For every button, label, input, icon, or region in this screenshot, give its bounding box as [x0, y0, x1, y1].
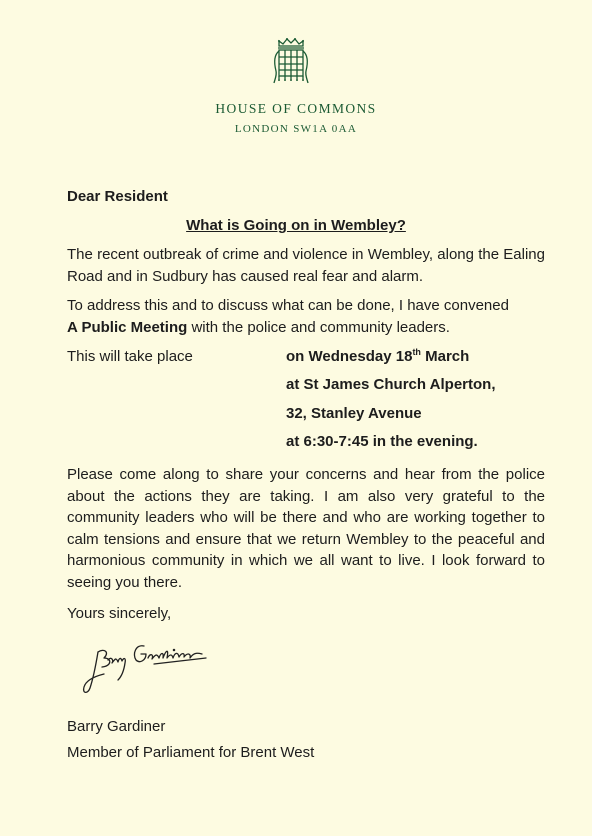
salutation: Dear Resident: [67, 188, 168, 205]
meeting-venue: at St James Church Alperton,: [286, 376, 496, 393]
meeting-date-ordinal: th: [412, 347, 421, 357]
paragraph-text: To address this and to discuss what can be done, I have convened: [67, 297, 509, 314]
meeting-date-day: on Wednesday 18: [286, 348, 413, 365]
paragraph-crime-outbreak: The recent outbreak of crime and violence in Wembley, along the Ealing Road and in Sudbury has caused real fear and alarm.: [67, 246, 545, 285]
meeting-date-month: March: [425, 348, 470, 365]
signer-name: Barry Gardiner: [67, 718, 166, 735]
signer-title: Member of Parliament for Brent West: [67, 744, 315, 761]
paragraph-public-meeting: [67, 295, 545, 338]
closing: Yours sincerely,: [67, 605, 172, 622]
letter-subject: What is Going on in Wembley?: [186, 217, 406, 234]
portcullis-crest-icon: [271, 37, 311, 85]
public-meeting-emphasis: A Public Meeting: [67, 318, 188, 336]
handwritten-signature: [78, 630, 228, 700]
paragraph-invitation: Please come along to share your concerns and hear from the police about the actions they are taking. I am also very grateful to the community leaders who will be there and who are working together to calm tensions and ensure that we return Wembley to the peaceful and harmonious community in which we all want to live. I look forward to seeing you there.: [67, 466, 545, 591]
organisation-address: LONDON SW1A 0AA: [234, 123, 358, 135]
meeting-label: This will take place: [67, 348, 193, 365]
organisation-name: HOUSE OF COMMONS: [215, 101, 377, 116]
meeting-street: 32, Stanley Avenue: [286, 405, 422, 422]
meeting-date: [286, 348, 469, 365]
paragraph-text-rest: with the police and community leaders.: [191, 318, 450, 336]
meeting-time: at 6:30-7:45 in the evening.: [286, 433, 478, 450]
